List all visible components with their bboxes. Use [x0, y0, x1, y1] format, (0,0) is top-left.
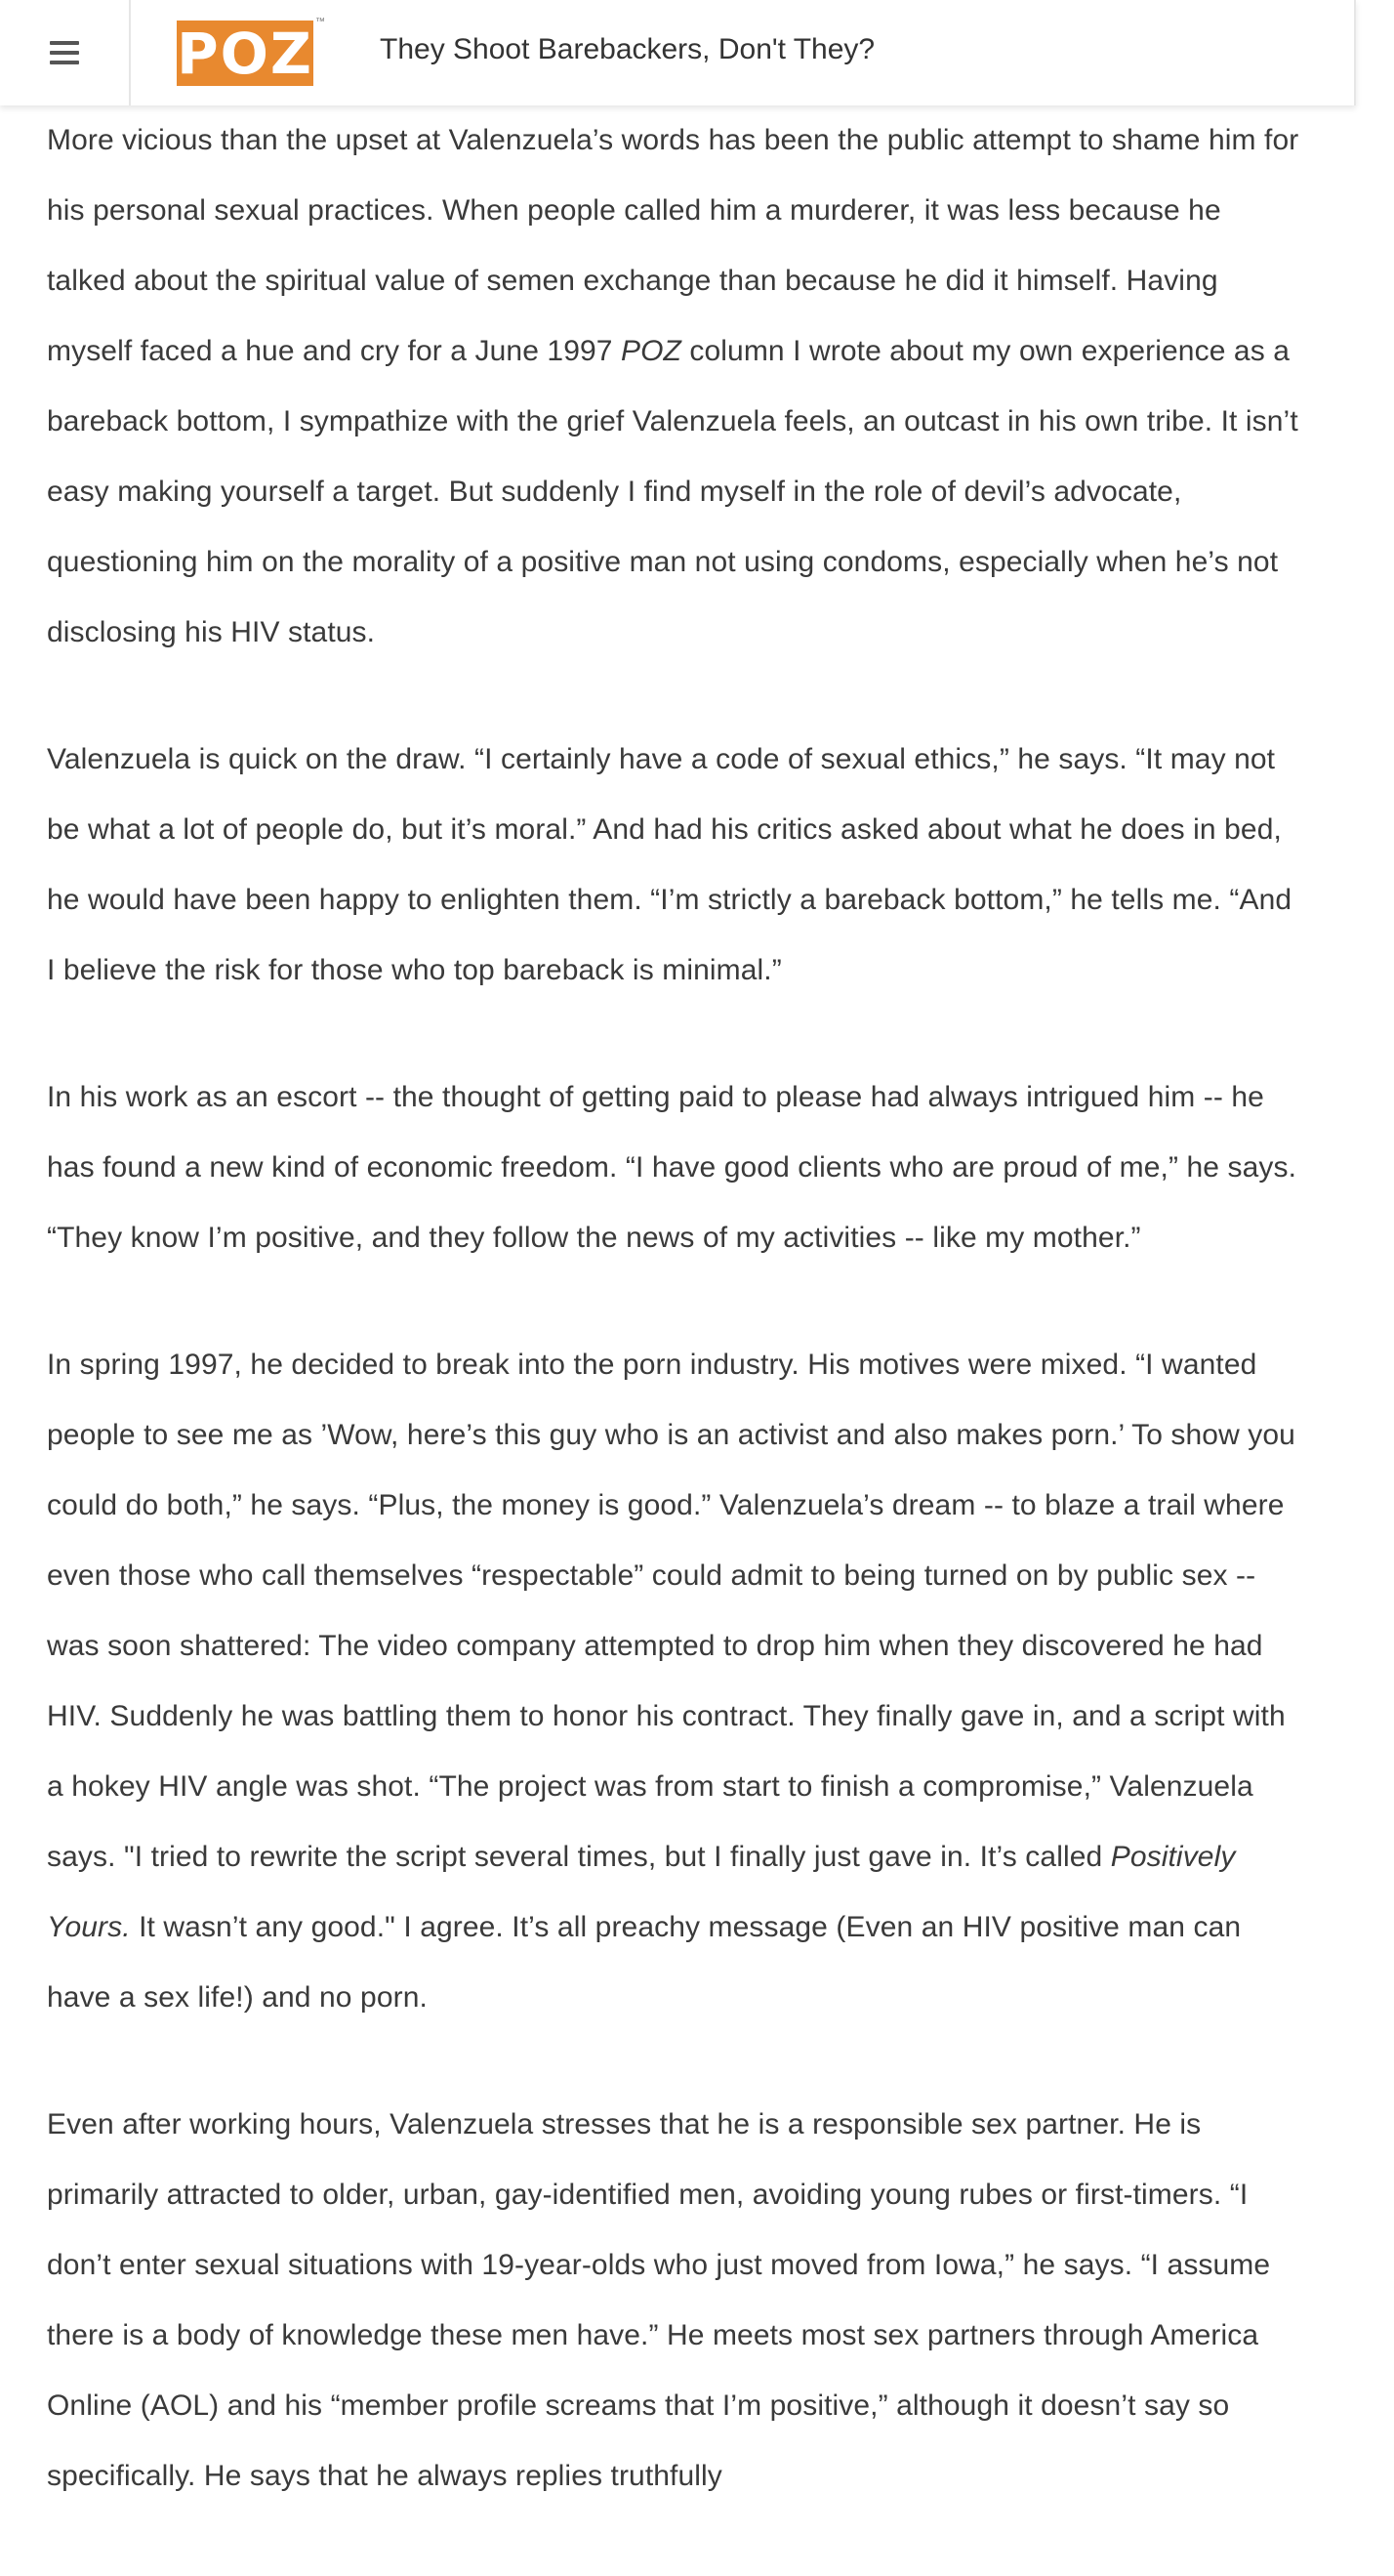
- article-paragraph: More vicious than the upset at Valenzuela’s words has been the public attempt to shame him for his personal sexual practices. When people called him a murderer, it was less because he talked about the spiritual value of semen exchange than because he did it himself. Having myself faced a hue and cry for a June 1997 POZ column I wrote about my own experience as a bareback bottom, I sympathize with the grief Valenzuela feels, an outcast in his own tribe. It isn’t easy making yourself a target. But suddenly I find myself in the role of devil’s advocate, questioning him on the morality of a positive man not using condoms, especially when he’s not disclosing his HIV status.: [47, 124, 1299, 648]
- site-header: [0, 0, 1356, 105]
- article-paragraph: Valenzuela is quick on the draw. “I certainly have a code of sexual ethics,” he says. “It may not be what a lot of people do, but it’s moral.” And had his critics asked about what he does in bed, he would have been happy to enlighten them. “I’m strictly a bareback bottom,” he tells me. “And I believe the risk for those who top bareback is minimal.”: [47, 743, 1292, 986]
- logo-trademark: ™: [315, 17, 325, 27]
- hamburger-menu-icon: [50, 41, 79, 64]
- article-paragraph: Even after working hours, Valenzuela stresses that he is a responsible sex partner. He is primarily attracted to older, urban, gay-identified men, avoiding young rubes or first-timers. “I don’t enter sexual situations with 19-year-olds who just moved from Iowa,” he says. “I assume there is a body of knowledge these men have.” He meets most sex partners through America Online (AOL) and his “member profile screams that I’m positive,” although it doesn’t say so specifically. He says that he always replies truthfully: [47, 2108, 1271, 2492]
- article-paragraph: In spring 1997, he decided to break into the porn industry. His motives were mixed. “I wanted people to see me as ’Wow, here’s this guy who is an activist and also makes porn.’ To show you could do both,” he says. “Plus, the money is good.” Valenzuela’s dream -- to blaze a trail where even those who call themselves “respectable” could admit to being turned on by public sex -- was soon shattered: The video company attempted to drop him when they discovered he had HIV. Suddenly he was battling them to honor his contract. They finally gave in, and a script with a hokey HIV angle was shot. “The project was from start to finish a compromise,” Valenzuela says. "I tried to rewrite the script several times, but I finally just gave in. It’s called Positively Yours. It wasn’t any good." I agree. It’s all preachy message (Even an HIV positive man can have a sex life!) and no porn.: [47, 1349, 1295, 2014]
- publication-name: POZ: [620, 335, 681, 367]
- menu-button[interactable]: [0, 0, 131, 105]
- article-paragraph: In his work as an escort -- the thought of getting paid to please had always intrigued him -- he has found a new kind of economic freedom. “I have good clients who are proud of me,” he says. “They know I’m positive, and they follow the news of my activities -- like my mother.”: [47, 1081, 1297, 1254]
- poz-logo[interactable]: [177, 17, 325, 87]
- logo-text: POZ: [177, 20, 313, 87]
- article-body: [47, 105, 1306, 2568]
- page-title: They Shoot Barebackers, Don't They?: [380, 33, 876, 65]
- video-title: Positively Yours.: [47, 1841, 1236, 1943]
